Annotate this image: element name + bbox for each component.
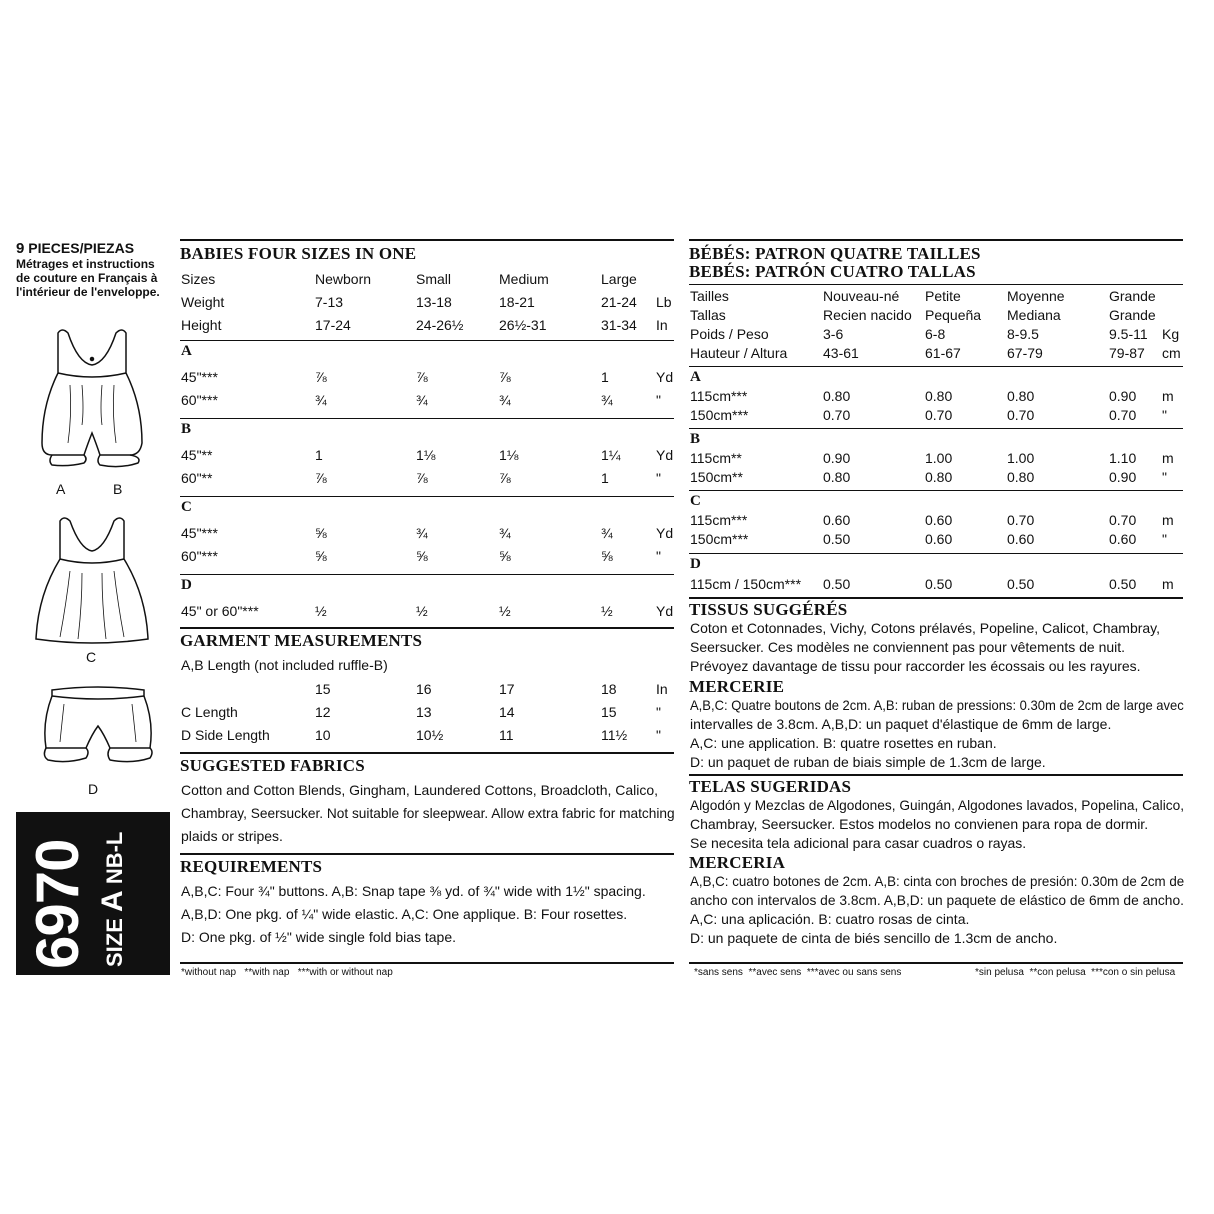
foreign-size-cell: Kg <box>1162 326 1180 342</box>
garment-cell: 12 <box>315 704 331 720</box>
view-label-a: A <box>56 481 66 497</box>
foreign-yardage-cell: 0.70 <box>1007 407 1035 423</box>
foreign-view-divider <box>689 490 1183 491</box>
yardage-cell: 60"** <box>181 470 213 486</box>
garment-cell: 18 <box>601 681 617 697</box>
view-d-illustration <box>38 682 158 772</box>
yardage-cell: ⅞ <box>499 470 511 486</box>
foreign-view-divider <box>689 553 1183 554</box>
tissus-title: TISSUS SUGGÉRÉS <box>689 600 848 619</box>
foreign-size-cell: Nouveau-né <box>823 288 900 304</box>
mercerie-line: D: un paquet de ruban de biais simple de 1.3cm de large. <box>690 754 1046 770</box>
yardage-cell: 1 <box>601 470 609 486</box>
foreign-view-heading: C <box>690 493 702 509</box>
mercerie-line: A,C: une application. B: quatre rosettes en ruban. <box>690 735 997 751</box>
telas-line: Se necesita tela adicional para casar cuadros o rayas. <box>690 835 1027 851</box>
pieces-heading <box>16 240 176 257</box>
view-label-b: B <box>113 481 123 497</box>
foreign-view-heading: A <box>690 369 702 385</box>
foreign-size-cell: cm <box>1162 345 1181 361</box>
view-divider-rule <box>180 574 674 575</box>
foreign-size-cell: 6-8 <box>925 326 946 342</box>
foreign-yardage-cell: " <box>1162 531 1167 547</box>
french-footnote: *sans sens **avec sens ***avec ou sans sens <box>694 967 902 978</box>
merceria-line: A,B,C: cuatro botones de 2cm. A,B: cinta con broches de presión: 0.30m de 2cm de <box>690 873 1185 889</box>
telas-title: TELAS SUGERIDAS <box>689 777 852 796</box>
yardage-cell: 1 <box>315 447 323 463</box>
english-sizes-rule <box>180 340 674 341</box>
foreign-yardage-cell: " <box>1162 407 1167 423</box>
yardage-cell: ¾ <box>601 392 613 408</box>
foreign-yardage-cell: 0.80 <box>1007 388 1035 404</box>
requirements-line: A,B,D: One pkg. of ¼" wide elastic. A,C: One applique. B: Four rosettes. <box>181 906 628 922</box>
merceria-line: A,C: una aplicación. B: cuatro rosas de cinta. <box>690 911 970 927</box>
merceria-line: D: un paquete de cinta de biés sencillo de 1.3cm de ancho. <box>690 930 1058 946</box>
foreign-view-divider <box>689 428 1183 429</box>
tissus-rule <box>689 597 1183 599</box>
fabrics-line: Chambray, Seersucker. Not suitable for sleepwear. Allow extra fabric for matching <box>181 805 675 821</box>
yardage-cell: 45" or 60"*** <box>181 603 259 619</box>
size-table-cell: Lb <box>656 294 672 310</box>
view-heading: B <box>181 421 192 437</box>
yardage-cell: 1¼ <box>601 447 621 463</box>
foreign-yardage-cell: 0.80 <box>823 388 851 404</box>
foreign-size-cell: 3-6 <box>823 326 844 342</box>
french-note-line-1: Métrages et instructions <box>16 257 155 271</box>
foreign-size-cell: 79-87 <box>1109 345 1145 361</box>
foreign-yardage-cell: 0.60 <box>1007 531 1035 547</box>
mercerie-title: MERCERIE <box>689 677 785 696</box>
yardage-cell: 45"*** <box>181 369 218 385</box>
foreign-yardage-cell: " <box>1162 469 1167 485</box>
pieces-count: 9 <box>16 240 25 257</box>
size-prefix: SIZE <box>102 918 127 967</box>
tissus-line: Prévoyez davantage de tissu pour raccorder les écossais ou les rayures. <box>690 658 1141 674</box>
view-divider-rule <box>180 418 674 419</box>
telas-line: Algodón y Mezclas de Algodones, Guingán, Algodones lavados, Popelina, Calico, <box>690 797 1185 813</box>
garment-cell: " <box>656 704 661 720</box>
yardage-cell: ⅞ <box>499 369 511 385</box>
foreign-size-cell: Tailles <box>690 288 729 304</box>
yardage-cell: 1⅛ <box>499 447 519 463</box>
yardage-cell: ¾ <box>315 392 327 408</box>
size-letter: A <box>96 890 129 912</box>
size-table-cell: Newborn <box>315 271 372 287</box>
garment-cell: 15 <box>315 681 331 697</box>
pieces-info <box>16 240 176 299</box>
mercerie-line: intervalles de 3.8cm. A,B,D: un paquet d'élastique de 6mm de large. <box>690 716 1112 732</box>
size-table-cell: 26½-31 <box>499 317 547 333</box>
size-table-cell: 13-18 <box>416 294 452 310</box>
foreign-size-cell: Grande <box>1109 288 1156 304</box>
view-a-b-illustration <box>30 325 160 475</box>
yardage-cell: ⅞ <box>315 470 327 486</box>
yardage-cell: ⅞ <box>315 369 327 385</box>
garment-cell: " <box>656 727 661 743</box>
foreign-yardage-cell: 0.80 <box>823 469 851 485</box>
requirements-line: A,B,C: Four ¾" buttons. A,B: Snap tape ⅜ yd. of ¾" wide with 1½" spacing. <box>181 883 646 899</box>
garment-cell: 16 <box>416 681 432 697</box>
foreign-size-cell: Recien nacido <box>823 307 912 323</box>
footnote-rule <box>180 962 674 964</box>
garment-cell: 14 <box>499 704 515 720</box>
foreign-yardage-cell: 150cm*** <box>690 407 749 423</box>
garment-title: GARMENT MEASUREMENTS <box>180 631 423 650</box>
foreign-yardage-cell: 0.80 <box>1007 469 1035 485</box>
foreign-yardage-cell: m <box>1162 512 1174 528</box>
english-footnote: *without nap **with nap ***with or without nap <box>181 967 393 978</box>
foreign-size-cell: Tallas <box>690 307 726 323</box>
foreign-yardage-cell: 115cm / 150cm*** <box>690 576 802 592</box>
foreign-yardage-cell: 0.70 <box>1109 407 1137 423</box>
yardage-cell: " <box>656 548 661 564</box>
foreign-size-cell: Poids / Peso <box>690 326 769 342</box>
foreign-yardage-cell: 0.60 <box>925 512 953 528</box>
view-c-illustration <box>30 515 160 645</box>
spanish-footnote: *sin pelusa **con pelusa ***con o sin pelusa <box>975 967 1176 978</box>
foreign-yardage-cell: 150cm*** <box>690 531 749 547</box>
tissus-line: Coton et Cotonnades, Vichy, Cotons prélavés, Popeline, Calicot, Chambray, <box>690 620 1161 636</box>
yardage-cell: 1 <box>601 369 609 385</box>
view-heading: A <box>181 343 193 359</box>
yardage-cell: ⅝ <box>315 548 327 564</box>
requirements-rule <box>180 853 674 855</box>
yardage-cell: ¾ <box>416 525 428 541</box>
view-heading: D <box>181 577 193 593</box>
view-label-d: D <box>88 781 99 797</box>
mercerie-line: A,B,C: Quatre boutons de 2cm. A,B: ruban de pressions: 0.30m de 2cm de large avec <box>690 697 1184 713</box>
foreign-yardage-cell: 0.70 <box>925 407 953 423</box>
garment-cell: C Length <box>181 704 238 720</box>
size-table-cell: 17-24 <box>315 317 351 333</box>
size-table-cell: 24-26½ <box>416 317 464 333</box>
foreign-size-cell: Grande <box>1109 307 1156 323</box>
foreign-view-heading: D <box>690 556 702 572</box>
yardage-cell: " <box>656 470 661 486</box>
foreign-yardage-cell: 1.10 <box>1109 450 1137 466</box>
view-divider-rule <box>180 496 674 497</box>
yardage-cell: ½ <box>601 603 613 619</box>
merceria-line: ancho con intervalos de 3.8cm. A,B,D: un paquete de elástico de 6mm de ancho. <box>690 892 1184 908</box>
foreign-size-cell: Pequeña <box>925 307 982 323</box>
yardage-cell: ⅝ <box>315 525 327 541</box>
size-table-cell: 7-13 <box>315 294 344 310</box>
foreign-size-cell: 8-9.5 <box>1007 326 1039 342</box>
foreign-footnote-rule <box>689 962 1183 964</box>
foreign-yardage-cell: 115cm*** <box>690 512 748 528</box>
foreign-yardage-cell: 0.70 <box>1109 512 1137 528</box>
size-table-cell: Weight <box>181 294 225 310</box>
requirements-line: D: One pkg. of ½" wide single fold bias tape. <box>181 929 457 945</box>
foreign-yardage-cell: m <box>1162 388 1174 404</box>
foreign-views-rule <box>689 366 1183 367</box>
garment-cell: 17 <box>499 681 515 697</box>
view-heading: C <box>181 499 193 515</box>
garment-cell: 15 <box>601 704 617 720</box>
foreign-title-fr: BÉBÉS: PATRON QUATRE TAILLES <box>689 244 981 263</box>
size-table-cell: Height <box>181 317 222 333</box>
foreign-title-es: BEBÉS: PATRÓN CUATRO TALLAS <box>689 262 976 281</box>
foreign-yardage-cell: 0.50 <box>823 531 851 547</box>
yardage-cell: 45"** <box>181 447 213 463</box>
size-table-cell: Small <box>416 271 452 287</box>
french-note-line-3: l'intérieur de l'enveloppe. <box>16 285 160 299</box>
yardage-cell: ⅝ <box>601 548 613 564</box>
yardage-cell: ½ <box>315 603 327 619</box>
foreign-yardage-cell: 115cm*** <box>690 388 748 404</box>
fabrics-line: plaids or stripes. <box>181 828 283 844</box>
pieces-label: PIECES/PIEZAS <box>24 240 135 256</box>
foreign-yardage-cell: 0.90 <box>1109 469 1137 485</box>
telas-line: Chambray, Seersucker. Estos modelos no convienen para ropa de dormir. <box>690 816 1149 832</box>
garment-cell: 11½ <box>601 727 628 743</box>
pattern-number: 6970 <box>24 839 91 969</box>
foreign-yardage-cell: m <box>1162 576 1174 592</box>
foreign-size-cell: Hauteur / Altura <box>690 345 788 361</box>
yardage-cell: 45"*** <box>181 525 218 541</box>
size-table-cell: 18-21 <box>499 294 535 310</box>
size-table-cell: 21-24 <box>601 294 637 310</box>
foreign-yardage-cell: 0.60 <box>823 512 851 528</box>
foreign-yardage-cell: 0.50 <box>823 576 851 592</box>
foreign-size-cell: Moyenne <box>1007 288 1065 304</box>
yardage-cell: ⅝ <box>416 548 428 564</box>
foreign-yardage-cell: m <box>1162 450 1174 466</box>
foreign-yardage-cell: 0.60 <box>1109 531 1137 547</box>
foreign-yardage-cell: 0.80 <box>925 469 953 485</box>
foreign-size-cell: 43-61 <box>823 345 859 361</box>
size-range: NB-L <box>102 831 127 885</box>
yardage-cell: ⅝ <box>499 548 511 564</box>
foreign-yardage-cell: 0.90 <box>823 450 851 466</box>
foreign-size-cell: Mediana <box>1007 307 1061 323</box>
size-table-cell: In <box>656 317 668 333</box>
yardage-cell: ¾ <box>499 525 511 541</box>
garment-cell: 11 <box>499 727 514 743</box>
yardage-cell: ⅞ <box>416 470 428 486</box>
size-table-cell: Medium <box>499 271 549 287</box>
size-table-cell: Sizes <box>181 271 216 287</box>
view-label-c: C <box>86 649 97 665</box>
yardage-cell: Yd <box>656 447 674 463</box>
foreign-yardage-cell: 0.90 <box>1109 388 1137 404</box>
foreign-yardage-cell: 0.50 <box>1109 576 1137 592</box>
garment-rule <box>180 627 674 629</box>
foreign-yardage-cell: 0.50 <box>1007 576 1035 592</box>
foreign-yardage-cell: 0.80 <box>925 388 953 404</box>
yardage-cell: ½ <box>416 603 428 619</box>
foreign-yardage-cell: 150cm** <box>690 469 743 485</box>
english-title-rule <box>180 239 674 241</box>
garment-cell: 10 <box>315 727 331 743</box>
yardage-cell: " <box>656 392 661 408</box>
foreign-yardage-cell: 0.70 <box>1007 512 1035 528</box>
fabrics-rule <box>180 752 674 754</box>
merceria-title: MERCERIA <box>689 853 786 872</box>
pattern-number-badge <box>16 812 170 975</box>
foreign-sizes-rule <box>689 284 1183 285</box>
fabrics-line: Cotton and Cotton Blends, Gingham, Laundered Cottons, Broadcloth, Calico, <box>181 782 659 798</box>
requirements-title: REQUIREMENTS <box>180 857 323 876</box>
yardage-cell: Yd <box>656 603 674 619</box>
yardage-cell: ½ <box>499 603 511 619</box>
foreign-yardage-cell: 0.60 <box>925 531 953 547</box>
foreign-size-cell: 61-67 <box>925 345 961 361</box>
yardage-cell: Yd <box>656 369 674 385</box>
garment-cell: 13 <box>416 704 432 720</box>
size-table-cell: Large <box>601 271 637 287</box>
yardage-cell: 60"*** <box>181 392 218 408</box>
french-note-line-2: de couture en Français à <box>16 271 158 285</box>
foreign-yardage-cell: 0.70 <box>823 407 851 423</box>
foreign-yardage-cell: 1.00 <box>1007 450 1035 466</box>
garment-cell: 10½ <box>416 727 444 743</box>
foreign-view-heading: B <box>690 431 701 447</box>
foreign-yardage-cell: 1.00 <box>925 450 953 466</box>
garment-cell: D Side Length <box>181 727 270 743</box>
yardage-cell: ¾ <box>416 392 428 408</box>
yardage-cell: ⅞ <box>416 369 428 385</box>
foreign-size-cell: Petite <box>925 288 961 304</box>
yardage-cell: 60"*** <box>181 548 218 564</box>
size-designation <box>96 831 129 967</box>
yardage-cell: ¾ <box>499 392 511 408</box>
yardage-cell: ¾ <box>601 525 613 541</box>
garment-cell: In <box>656 681 668 697</box>
fabrics-title: SUGGESTED FABRICS <box>180 756 365 775</box>
foreign-title-rule <box>689 239 1183 241</box>
foreign-size-cell: 9.5-11 <box>1109 326 1148 342</box>
tissus-line: Seersucker. Ces modèles ne conviennent pas pour vêtements de nuit. <box>690 639 1126 655</box>
telas-rule <box>689 774 1183 776</box>
foreign-size-cell: 67-79 <box>1007 345 1043 361</box>
yardage-cell: 1⅛ <box>416 447 436 463</box>
foreign-yardage-cell: 115cm** <box>690 450 742 466</box>
english-title: BABIES FOUR SIZES IN ONE <box>180 244 417 263</box>
size-table-cell: 31-34 <box>601 317 637 333</box>
garment-note: A,B Length (not included ruffle-B) <box>181 657 388 673</box>
yardage-cell: Yd <box>656 525 674 541</box>
foreign-yardage-cell: 0.50 <box>925 576 953 592</box>
